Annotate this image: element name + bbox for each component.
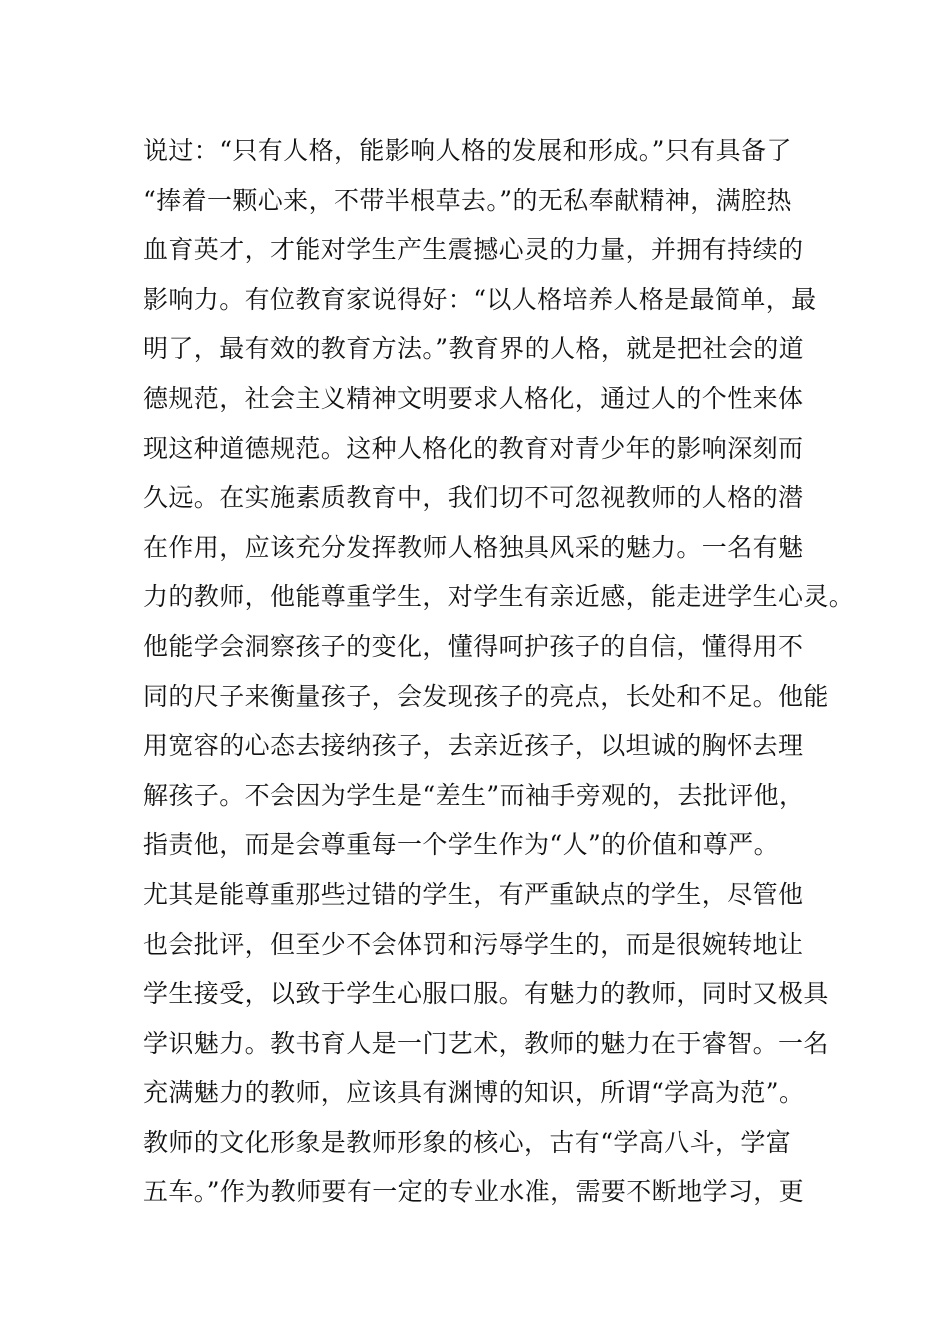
text-line: 影响力。有位教育家说得好：“以人格培养人格是最简单，最 [143, 284, 817, 314]
text-line: 用宽容的心态去接纳孩子，去亲近孩子，以坦诚的胸怀去理 [143, 731, 804, 761]
text-line: 久远。在实施素质教育中，我们切不可忽视教师的人格的潜 [143, 483, 804, 513]
text-line: 血育英才，才能对学生产生震撼心灵的力量，并拥有持续的 [143, 235, 804, 265]
text-line: 五车。”作为教师要有一定的专业水准，需要不断地学习，更 [143, 1177, 805, 1207]
text-line: 尤其是能尊重那些过错的学生，有严重缺点的学生，尽管他 [143, 879, 804, 909]
text-line: 解孩子。不会因为学生是“差生”而袖手旁观的，去批评他， [143, 780, 805, 810]
text-line: 力的教师，他能尊重学生，对学生有亲近感，能走进学生心灵。 [143, 582, 855, 612]
text-line: 学识魅力。教书育人是一门艺术，教师的魅力在于睿智。一名 [143, 1028, 829, 1058]
text-line: 现这种道德规范。这种人格化的教育对青少年的影响深刻而 [143, 433, 804, 463]
text-line: 德规范，社会主义精神文明要求人格化，通过人的个性来体 [143, 383, 804, 413]
text-line: 同的尺子来衡量孩子，会发现孩子的亮点，长处和不足。他能 [143, 681, 829, 711]
text-line: 指责他，而是会尊重每一个学生作为“人”的价值和尊严。 [143, 830, 779, 860]
text-line: 明了，最有效的教育方法。”教育界的人格，就是把社会的道 [143, 334, 805, 364]
text-line: 他能学会洞察孩子的变化，懂得呵护孩子的自信，懂得用不 [143, 631, 804, 661]
text-line: “捧着一颗心来，不带半根草去。”的无私奉献精神，满腔热 [143, 185, 792, 215]
body-text [143, 126, 855, 1217]
text-line: 也会批评，但至少不会体罚和污辱学生的，而是很婉转地让 [143, 929, 804, 959]
text-line: 在作用，应该充分发挥教师人格独具风采的魅力。一名有魅 [143, 532, 804, 562]
text-line: 学生接受，以致于学生心服口服。有魅力的教师，同时又极具 [143, 979, 829, 1009]
text-line: 充满魅力的教师，应该具有渊博的知识，所谓“学高为范”。 [143, 1078, 805, 1108]
text-line: 教师的文化形象是教师形象的核心，古有“学高八斗，学富 [143, 1127, 792, 1157]
text-line: 说过：“只有人格，能影响人格的发展和形成。”只有具备了 [143, 136, 792, 165]
